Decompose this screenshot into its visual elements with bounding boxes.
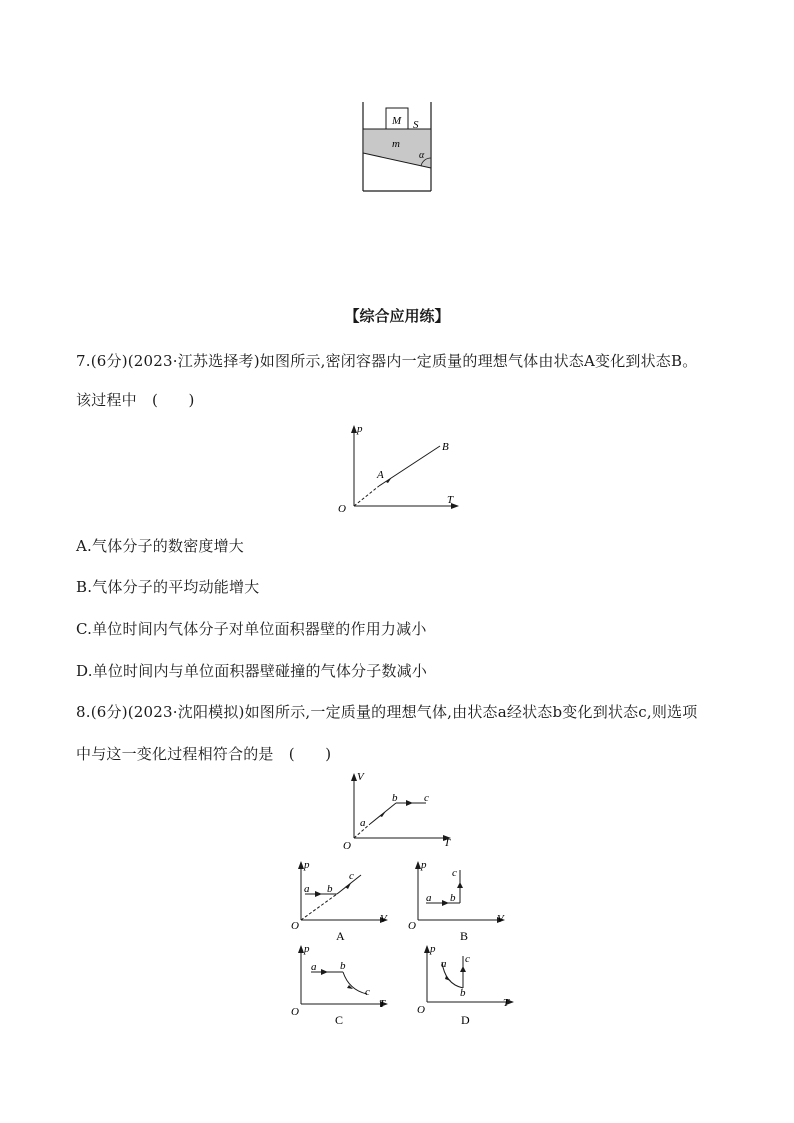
optB-b: b — [450, 892, 456, 904]
q8-main-graph — [338, 770, 458, 852]
optB-a: a — [426, 892, 432, 904]
optC-origin: O — [291, 1006, 299, 1018]
optD-axis-T: T — [503, 997, 510, 1009]
q7-option-d: D.单位时间内与单位面积器壁碰撞的气体分子数减小 — [76, 662, 428, 680]
optC-b: b — [340, 960, 346, 972]
optB-c: c — [452, 867, 457, 879]
q8-axis-T: T — [444, 837, 451, 849]
optB-origin: O — [408, 920, 416, 932]
optD-caption: D — [461, 1013, 470, 1027]
q8-origin: O — [343, 840, 351, 852]
q8-point-a: a — [360, 817, 366, 829]
optC-axis-T: T — [379, 998, 386, 1010]
optD-c: c — [465, 953, 470, 965]
q7-stem-line1: 7.(6分)(2023·江苏选择考)如图所示,密闭容器内一定质量的理想气体由状态A变化到状态B。 — [76, 352, 698, 370]
optC-c: c — [365, 986, 370, 998]
q8-option-graph-d — [415, 940, 525, 1028]
q7-option-a: A.气体分子的数密度增大 — [76, 537, 245, 555]
q8-option-graph-a — [287, 858, 397, 944]
optA-axis-V: V — [380, 913, 387, 925]
optA-axis-p: p — [304, 859, 310, 871]
q7-graph — [330, 420, 465, 515]
optB-caption: B — [460, 929, 469, 943]
q7-point-B: B — [442, 441, 449, 453]
q7-option-c: C.单位时间内气体分子对单位面积器壁的作用力减小 — [76, 620, 427, 638]
optA-caption: A — [336, 929, 345, 943]
q7-axis-T: T — [447, 494, 454, 506]
label-m: m — [392, 138, 400, 150]
optA-c: c — [349, 870, 354, 882]
q7-option-b: B.气体分子的平均动能增大 — [76, 578, 260, 596]
q7-origin: O — [338, 503, 346, 515]
label-M: M — [392, 115, 402, 127]
optD-origin: O — [417, 1004, 425, 1016]
section-heading: 【综合应用练】 — [344, 307, 450, 325]
q8-option-graph-c — [287, 940, 397, 1028]
optC-a: a — [311, 961, 317, 973]
optD-axis-p: p — [430, 943, 436, 955]
q8-stem-line1: 8.(6分)(2023·沈阳模拟)如图所示,一定质量的理想气体,由状态a经状态b变化到状态c,则选项 — [76, 703, 698, 721]
optA-a: a — [304, 883, 310, 895]
q7-stem-line2: 该过程中 ( ) — [76, 391, 195, 409]
optC-caption: C — [335, 1013, 344, 1027]
optB-axis-V: V — [497, 913, 504, 925]
optD-a: a — [441, 958, 447, 970]
label-S: S — [413, 119, 419, 131]
q8-option-graph-b — [404, 858, 514, 944]
q8-axis-V: V — [357, 771, 364, 783]
optA-origin: O — [291, 920, 299, 932]
q7-axis-p: p — [357, 423, 363, 435]
optD-b: b — [460, 987, 466, 999]
optA-b: b — [327, 883, 333, 895]
q8-point-c: c — [424, 792, 429, 804]
q8-stem-line2: 中与这一变化过程相符合的是 ( ) — [76, 745, 332, 763]
optC-axis-p: p — [304, 943, 310, 955]
q7-point-A: A — [377, 469, 384, 481]
container-figure — [355, 98, 445, 194]
label-alpha: α — [419, 150, 425, 161]
q8-point-b: b — [392, 792, 398, 804]
optB-axis-p: p — [421, 859, 427, 871]
